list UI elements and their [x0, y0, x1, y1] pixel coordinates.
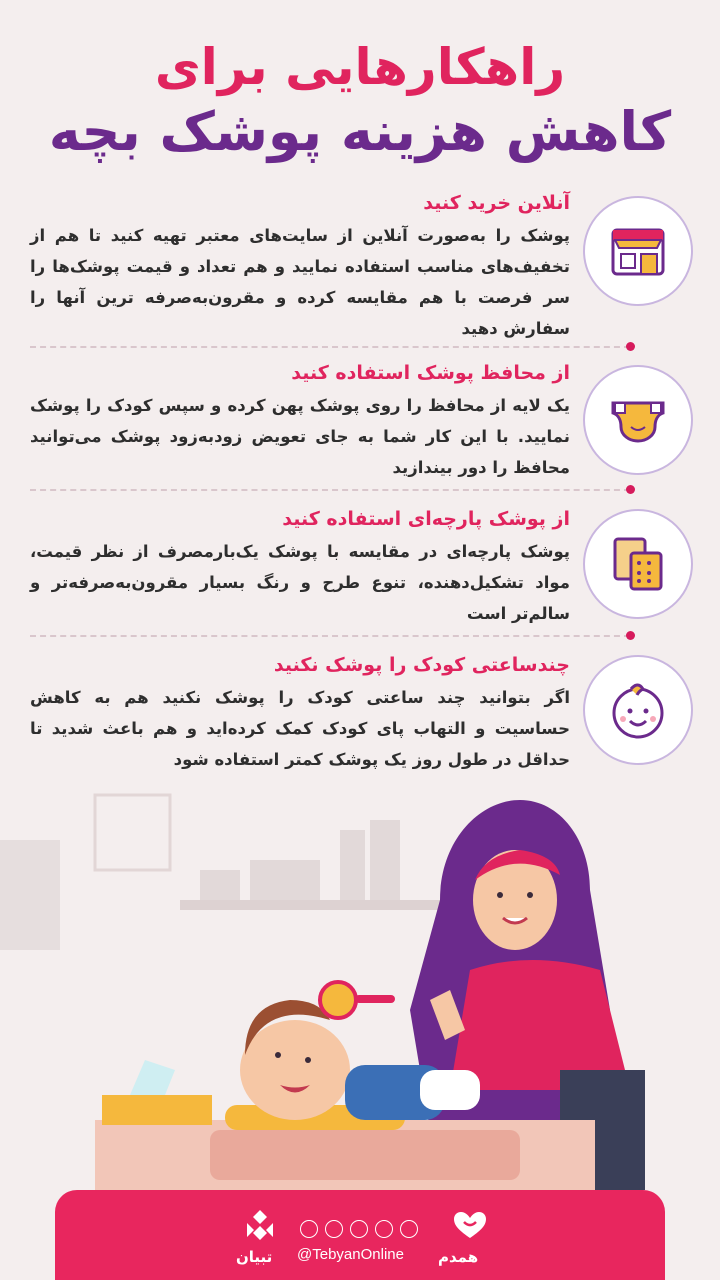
tip-cloth-diaper — [30, 508, 570, 629]
social-handle[interactable]: @TebyanOnline — [297, 1246, 404, 1263]
shop-icon — [583, 196, 693, 306]
tip-diaper-free-time — [30, 654, 570, 775]
twitter-icon[interactable] — [350, 1220, 368, 1238]
divider-dot — [626, 342, 635, 351]
diaper-icon — [583, 365, 693, 475]
section-divider — [30, 489, 630, 491]
baby-face-icon — [583, 655, 693, 765]
page-title-line2: کاهش هزینه پوشک بچه — [48, 100, 672, 163]
cloth-diaper-icon — [583, 509, 693, 619]
section-divider — [30, 346, 630, 348]
mother-baby-illustration — [0, 770, 720, 1210]
tip-body: اگر بتوانید چند ساعتی کودک را پوشک نکنید هم به کاهش حساسیت و التهاب پای کودک کمک کرده‌اید و هم باعث شدید تا حداقل در طول روز یک پوشک کمتر استفاده شود — [30, 688, 570, 769]
aparat-icon[interactable] — [375, 1220, 393, 1238]
tip-online-shopping — [30, 192, 570, 344]
eitaa-icon[interactable] — [400, 1220, 418, 1238]
tebyan-logo-icon — [243, 1208, 277, 1242]
instagram-icon[interactable] — [325, 1220, 343, 1238]
tip-title: چندساعتی کودک را پوشک نکنید — [273, 654, 570, 676]
tip-body: پوشک را به‌صورت آنلاین از سایت‌های معتبر تهیه کنید تا هم از تخفیف‌های مناسب استفاده نمایید و هم تعداد و قیمت پوشک‌ها را سر فرصت با هم مقایسه کرده و مقرون‌به‌صرفه ترین آنها را سفارش دهید — [30, 226, 570, 338]
tip-title: از پوشک پارچه‌ای استفاده کنید — [282, 508, 570, 530]
section-divider — [30, 635, 630, 637]
hamdam-logo-icon — [452, 1210, 488, 1240]
divider-dot — [626, 485, 635, 494]
tip-body: پوشک پارچه‌ای در مقایسه با پوشک یک‌بارمصرف از نظر قیمت، مواد تشکیل‌دهنده، تنوع طرح و رنگ بسیار مقرون‌به‌صرفه‌تر و سالم‌تر است — [30, 542, 570, 623]
brand-tebyan: تبیان — [236, 1248, 273, 1266]
tip-diaper-liner — [30, 362, 570, 483]
page-title-line1: راهکارهایی برای — [154, 38, 566, 96]
tip-title: آنلاین خرید کنید — [423, 192, 570, 214]
divider-dot — [626, 631, 635, 640]
brand-hamdam: همدم — [438, 1248, 479, 1266]
tip-title: از محافظ پوشک استفاده کنید — [291, 362, 570, 384]
telegram-icon[interactable] — [300, 1220, 318, 1238]
tip-body: یک لایه از محافظ را روی پوشک پهن کرده و سپس کودک را پوشک نمایید. با این کار شما به جای تعویض زودبه‌زود پوشک می‌توانید محافظ را دور بیندازید — [30, 396, 570, 477]
